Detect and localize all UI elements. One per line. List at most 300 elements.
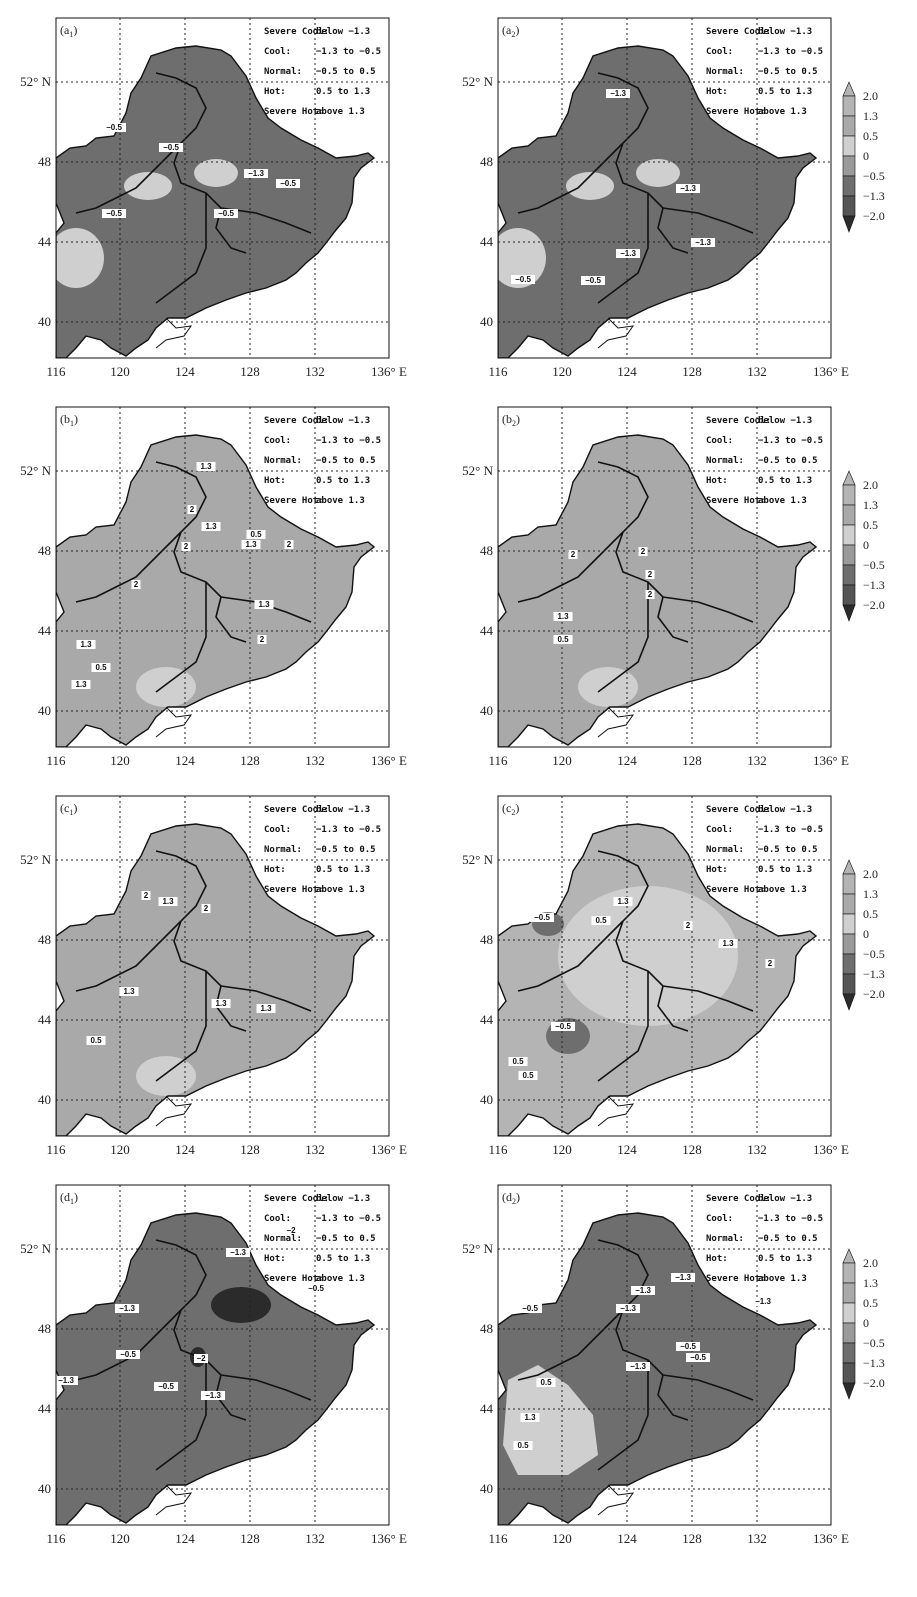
- y-tick-label: 52° N: [20, 74, 51, 89]
- x-tick-label: 128: [240, 1142, 260, 1157]
- colorbar-cap: [843, 860, 855, 874]
- contour-label: −1.3: [630, 1362, 646, 1371]
- colorbar-tick-label: −0.5: [863, 947, 885, 961]
- colorbar-tick-label: −0.5: [863, 558, 885, 572]
- colorbar-tick-label: −0.5: [863, 169, 885, 183]
- x-tick-label: 128: [682, 753, 702, 768]
- x-tick-label: 136° E: [813, 1142, 849, 1157]
- x-tick-label: 120: [110, 1531, 130, 1546]
- legend-category: Cool:: [706, 47, 734, 57]
- contour-label: −0.5: [163, 143, 179, 152]
- colorbar-tick-label: 0.5: [863, 1296, 878, 1310]
- contour-label: −1.3: [58, 1376, 74, 1385]
- y-tick-label: 52° N: [462, 463, 493, 478]
- colorbar-segment: [843, 934, 855, 954]
- panel-label-close: ): [515, 801, 520, 815]
- panel-label-close: ): [73, 801, 78, 815]
- legend-range: below −1.3: [316, 805, 371, 815]
- legend-category: Hot:: [264, 1254, 286, 1264]
- contour-label: 1.3: [722, 939, 734, 948]
- colorbar-tick-label: −1.3: [863, 967, 885, 981]
- x-tick-label: 128: [682, 1531, 702, 1546]
- contour-label: 1.3: [205, 522, 217, 531]
- colorbar-segment: [843, 196, 855, 216]
- colorbar-segment: [843, 585, 855, 605]
- contour-label: −1.3: [675, 1273, 691, 1282]
- contour-label: 2: [189, 505, 195, 514]
- contour-label: 0.5: [512, 1057, 524, 1066]
- y-tick-label: 48: [38, 543, 51, 558]
- colorbar-tick-label: 1.3: [863, 1276, 878, 1290]
- contour-label: −1.3: [620, 249, 636, 258]
- legend-range: −1.3 to −0.5: [758, 47, 824, 57]
- x-tick-label: 124: [175, 1142, 195, 1157]
- legend-range: −1.3 to −0.5: [316, 825, 382, 835]
- x-tick-label: 120: [552, 1142, 572, 1157]
- colorbar-segment: [843, 1363, 855, 1383]
- y-tick-label: 48: [480, 154, 493, 169]
- legend-category: Severe Hot:: [706, 496, 766, 506]
- contour-label: −2: [286, 1226, 296, 1235]
- map-panel: [20, 1185, 407, 1546]
- contour-label: 2: [286, 540, 292, 549]
- x-tick-label: 124: [617, 364, 637, 379]
- contour-label: 2: [183, 542, 189, 551]
- contour-label: −0.5: [690, 1353, 706, 1362]
- legend-range: 0.5 to 1.3: [316, 865, 371, 875]
- legend-category: Severe Hot:: [264, 885, 324, 895]
- y-tick-label: 44: [480, 234, 493, 249]
- x-tick-label: 132: [747, 753, 767, 768]
- colorbar-tick-label: 1.3: [863, 887, 878, 901]
- contour-label: 1.3: [557, 612, 569, 621]
- legend-category: Severe Cool:: [264, 416, 330, 426]
- legend-range: 0.5 to 1.3: [316, 87, 371, 97]
- panel-label-subscript: 1: [69, 808, 74, 817]
- normal-patch: [136, 667, 196, 707]
- y-tick-label: 40: [38, 703, 51, 718]
- panel-label-close: ): [516, 1190, 520, 1204]
- colorbar-tick-label: −1.3: [863, 1356, 885, 1370]
- legend-category: Cool:: [706, 436, 734, 446]
- x-tick-label: 132: [747, 364, 767, 379]
- legend-category: Normal:: [264, 456, 302, 466]
- colorbar-tick-label: 0.5: [863, 907, 878, 921]
- colorbar: [843, 1249, 885, 1399]
- legend-range: below −1.3: [316, 1194, 371, 1204]
- legend-category: Normal:: [706, 845, 744, 855]
- legend-category: Severe Cool:: [706, 416, 772, 426]
- legend-category: Hot:: [264, 476, 286, 486]
- x-tick-label: 136° E: [371, 364, 407, 379]
- x-tick-label: 116: [46, 364, 66, 379]
- legend-range: 0.5 to 1.3: [316, 476, 371, 486]
- contour-label: 1.3: [245, 540, 257, 549]
- y-tick-label: 52° N: [20, 1241, 51, 1256]
- colorbar-cap: [843, 605, 855, 621]
- contour-label: 1.3: [123, 987, 135, 996]
- contour-label: 2: [133, 580, 139, 589]
- colorbar-tick-label: 0: [863, 1316, 869, 1330]
- x-tick-label: 132: [305, 753, 325, 768]
- colorbar-segment: [843, 1303, 855, 1323]
- y-tick-label: 40: [38, 314, 51, 329]
- contour-label: 2: [647, 570, 653, 579]
- legend-category: Severe Hot:: [264, 1274, 324, 1284]
- severe-patch: [211, 1287, 271, 1323]
- contour-label: 1.3: [258, 600, 270, 609]
- colorbar-tick-label: −2.0: [863, 987, 885, 1001]
- y-tick-label: 48: [38, 932, 51, 947]
- contour-label: 2: [259, 635, 265, 644]
- y-tick-label: 48: [480, 1321, 493, 1336]
- legend-range: −0.5 to 0.5: [758, 845, 818, 855]
- contour-label: −1.3: [695, 238, 711, 247]
- legend-range: −0.5 to 0.5: [758, 1234, 818, 1244]
- map-panel: [20, 18, 407, 379]
- legend-range: below −1.3: [758, 805, 813, 815]
- colorbar-segment: [843, 505, 855, 525]
- colorbar-segment: [843, 874, 855, 894]
- y-tick-label: 52° N: [20, 852, 51, 867]
- colorbar-segment: [843, 1283, 855, 1303]
- x-tick-label: 124: [617, 753, 637, 768]
- panel-label: $(c_1)$: [60, 801, 78, 817]
- legend-range: −0.5 to 0.5: [316, 1234, 376, 1244]
- colorbar-tick-label: 2.0: [863, 478, 878, 492]
- contour-label: −2: [196, 1354, 206, 1363]
- colorbar-cap: [843, 1383, 855, 1399]
- y-tick-label: 48: [38, 1321, 51, 1336]
- legend-category: Cool:: [264, 825, 292, 835]
- x-tick-label: 120: [110, 1142, 130, 1157]
- legend-category: Severe Hot:: [706, 885, 766, 895]
- legend-category: Normal:: [264, 845, 302, 855]
- legend-range: below −1.3: [758, 1194, 813, 1204]
- contour-label: −0.5: [280, 179, 296, 188]
- colorbar-segment: [843, 116, 855, 136]
- x-tick-label: 132: [305, 364, 325, 379]
- legend-range: −0.5 to 0.5: [758, 67, 818, 77]
- colorbar-tick-label: 1.3: [863, 109, 878, 123]
- contour-label: 2: [685, 921, 691, 930]
- x-tick-label: 132: [305, 1142, 325, 1157]
- contour-label: 2: [143, 891, 149, 900]
- contour-label: −0.5: [120, 1350, 136, 1359]
- legend-range: above 1.3: [758, 1274, 807, 1284]
- y-tick-label: 44: [38, 1401, 51, 1416]
- y-tick-label: 40: [480, 1092, 493, 1107]
- colorbar-tick-label: 0.5: [863, 129, 878, 143]
- y-tick-label: 44: [480, 1401, 493, 1416]
- colorbar-cap: [843, 994, 855, 1010]
- y-tick-label: 40: [38, 1092, 51, 1107]
- x-tick-label: 116: [46, 753, 66, 768]
- x-tick-label: 124: [617, 1531, 637, 1546]
- colorbar: [843, 82, 885, 232]
- colorbar-segment: [843, 1323, 855, 1343]
- panel-label-subscript: 2: [511, 30, 516, 39]
- x-tick-label: 116: [488, 364, 508, 379]
- legend-range: below −1.3: [758, 27, 813, 37]
- legend-range: −1.3 to −0.5: [316, 47, 382, 57]
- legend-category: Cool:: [264, 436, 292, 446]
- contour-label: −1.3: [680, 184, 696, 193]
- contour-label: −0.5: [555, 1022, 571, 1031]
- x-tick-label: 116: [46, 1531, 66, 1546]
- colorbar-tick-label: 0: [863, 538, 869, 552]
- contour-label: −1.3: [635, 1286, 651, 1295]
- y-tick-label: 44: [38, 1012, 51, 1027]
- contour-label: 1.3: [75, 680, 87, 689]
- legend-category: Cool:: [264, 47, 292, 57]
- panel-label: $(a_1)$: [60, 23, 78, 39]
- legend-category: Severe Cool:: [264, 805, 330, 815]
- contour-label: 2: [767, 959, 773, 968]
- contour-label: 0.5: [90, 1036, 102, 1045]
- contour-label: 1.3: [617, 897, 629, 906]
- legend-range: above 1.3: [758, 107, 807, 117]
- legend-category: Hot:: [706, 87, 728, 97]
- panel-label-subscript: 2: [511, 808, 516, 817]
- x-tick-label: 132: [747, 1142, 767, 1157]
- contour-label: 1.3: [260, 1004, 272, 1013]
- legend-category: Hot:: [264, 865, 286, 875]
- legend-range: −1.3 to −0.5: [316, 1214, 382, 1224]
- colorbar-segment: [843, 1343, 855, 1363]
- contour-label: −0.5: [522, 1304, 538, 1313]
- y-tick-label: 40: [480, 703, 493, 718]
- contour-label: 0.5: [522, 1071, 534, 1080]
- legend-range: −1.3 to −0.5: [758, 1214, 824, 1224]
- colorbar-cap: [843, 471, 855, 485]
- y-tick-label: 40: [38, 1481, 51, 1496]
- legend-category: Normal:: [706, 1234, 744, 1244]
- colorbar-segment: [843, 1263, 855, 1283]
- legend-range: 0.5 to 1.3: [758, 87, 813, 97]
- y-tick-label: 40: [480, 1481, 493, 1496]
- x-tick-label: 128: [682, 364, 702, 379]
- colorbar-tick-label: −2.0: [863, 209, 885, 223]
- legend-range: 0.5 to 1.3: [758, 865, 813, 875]
- legend-category: Cool:: [706, 825, 734, 835]
- legend-category: Severe Hot:: [706, 1274, 766, 1284]
- legend-range: −1.3 to −0.5: [758, 825, 824, 835]
- y-tick-label: 44: [38, 623, 51, 638]
- y-tick-label: 52° N: [462, 1241, 493, 1256]
- x-tick-label: 124: [175, 1531, 195, 1546]
- panel-label-subscript: 2: [512, 1197, 516, 1206]
- legend-category: Hot:: [706, 476, 728, 486]
- colorbar-cap: [843, 216, 855, 232]
- x-tick-label: 124: [175, 753, 195, 768]
- x-tick-label: 124: [617, 1142, 637, 1157]
- x-tick-label: 136° E: [813, 1531, 849, 1546]
- contour-label: −0.5: [680, 1342, 696, 1351]
- legend-range: 0.5 to 1.3: [758, 1254, 813, 1264]
- colorbar-cap: [843, 82, 855, 96]
- x-tick-label: 120: [552, 1531, 572, 1546]
- y-tick-label: 40: [480, 314, 493, 329]
- normal-patch: [578, 667, 638, 707]
- colorbar-segment: [843, 96, 855, 116]
- legend-category: Severe Hot:: [706, 107, 766, 117]
- legend-range: −0.5 to 0.5: [316, 67, 376, 77]
- contour-label: 1.3: [162, 897, 174, 906]
- y-tick-label: 44: [38, 234, 51, 249]
- contour-label: 0.5: [540, 1378, 552, 1387]
- colorbar-tick-label: 2.0: [863, 89, 878, 103]
- contour-label: −0.5: [158, 1382, 174, 1391]
- contour-label: −1.3: [230, 1248, 246, 1257]
- contour-label: −1.3: [620, 1304, 636, 1313]
- contour-label: 1.3: [80, 640, 92, 649]
- panel-label-subscript: 1: [70, 1197, 74, 1206]
- normal-patch: [636, 159, 680, 187]
- legend-range: above 1.3: [758, 496, 807, 506]
- panel-label-subscript: 1: [69, 30, 74, 39]
- contour-label: −0.5: [106, 123, 122, 132]
- legend-category: Severe Cool:: [264, 1194, 330, 1204]
- contour-label: −1.3: [205, 1391, 221, 1400]
- panel-label-close: ): [74, 412, 78, 426]
- legend-range: above 1.3: [316, 885, 365, 895]
- colorbar-tick-label: 0.5: [863, 518, 878, 532]
- colorbar-tick-label: −0.5: [863, 1336, 885, 1350]
- contour-label: 2: [647, 590, 653, 599]
- colorbar-tick-label: −2.0: [863, 1376, 885, 1390]
- legend-category: Hot:: [706, 865, 728, 875]
- legend-category: Normal:: [264, 67, 302, 77]
- panel-label: $(d_2)$: [502, 1190, 520, 1206]
- colorbar-tick-label: 0: [863, 149, 869, 163]
- y-tick-label: 52° N: [462, 74, 493, 89]
- legend-range: −1.3 to −0.5: [316, 436, 382, 446]
- map-panel: [462, 1185, 885, 1546]
- legend-range: above 1.3: [316, 496, 365, 506]
- x-tick-label: 120: [110, 753, 130, 768]
- legend-category: Normal:: [264, 1234, 302, 1244]
- panel-label-close: ): [515, 23, 520, 37]
- x-tick-label: 120: [110, 364, 130, 379]
- colorbar-segment: [843, 525, 855, 545]
- contour-label: 0.5: [250, 530, 262, 539]
- x-tick-label: 136° E: [371, 1142, 407, 1157]
- map-panel: [20, 796, 407, 1157]
- x-tick-label: 132: [747, 1531, 767, 1546]
- contour-label: −0.5: [218, 209, 234, 218]
- x-tick-label: 128: [240, 364, 260, 379]
- contour-label: −0.5: [515, 275, 531, 284]
- map-panel: [462, 796, 885, 1157]
- contour-label: −0.5: [585, 276, 601, 285]
- legend-range: 0.5 to 1.3: [758, 476, 813, 486]
- legend-category: Hot:: [264, 87, 286, 97]
- x-tick-label: 116: [46, 1142, 66, 1157]
- y-tick-label: 52° N: [462, 852, 493, 867]
- contour-label: 1.3: [200, 462, 212, 471]
- contour-label: 2: [203, 904, 209, 913]
- legend-range: −1.3 to −0.5: [758, 436, 824, 446]
- legend-category: Severe Hot:: [264, 107, 324, 117]
- map-panel: [462, 18, 885, 379]
- contour-label: 2: [570, 550, 576, 559]
- contour-label: −0.5: [534, 913, 550, 922]
- legend-range: below −1.3: [316, 416, 371, 426]
- colorbar-tick-label: −1.3: [863, 189, 885, 203]
- colorbar-segment: [843, 894, 855, 914]
- x-tick-label: 128: [240, 753, 260, 768]
- legend-category: Cool:: [706, 1214, 734, 1224]
- panel-label-close: ): [74, 1190, 78, 1204]
- map-panel: [462, 407, 885, 768]
- legend-range: above 1.3: [316, 1274, 365, 1284]
- x-tick-label: 120: [552, 364, 572, 379]
- contour-label: 2: [640, 547, 646, 556]
- contour-label: 0.5: [557, 635, 569, 644]
- colorbar-segment: [843, 914, 855, 934]
- contour-label: 1.3: [524, 1413, 536, 1422]
- colorbar-tick-label: 0: [863, 927, 869, 941]
- x-tick-label: 128: [682, 1142, 702, 1157]
- x-tick-label: 136° E: [371, 753, 407, 768]
- y-tick-label: 52° N: [20, 463, 51, 478]
- panel-label: $(d_1)$: [60, 1190, 78, 1206]
- colorbar-segment: [843, 176, 855, 196]
- contour-label: −0.5: [106, 209, 122, 218]
- legend-range: below −1.3: [316, 27, 371, 37]
- contour-label: −1.3: [119, 1304, 135, 1313]
- contour-label: 0.5: [595, 916, 607, 925]
- x-tick-label: 136° E: [371, 1531, 407, 1546]
- map-panel: [20, 407, 407, 768]
- y-tick-label: 48: [480, 932, 493, 947]
- y-tick-label: 44: [480, 623, 493, 638]
- x-tick-label: 128: [240, 1531, 260, 1546]
- y-tick-label: 44: [480, 1012, 493, 1027]
- colorbar: [843, 860, 885, 1010]
- contour-label: −1.3: [248, 169, 264, 178]
- y-tick-label: 48: [480, 543, 493, 558]
- legend-range: above 1.3: [758, 885, 807, 895]
- contour-label: −1.3: [610, 89, 626, 98]
- colorbar-cap: [843, 1249, 855, 1263]
- x-tick-label: 136° E: [813, 364, 849, 379]
- panel-label-close: ): [73, 23, 78, 37]
- legend-category: Hot:: [706, 1254, 728, 1264]
- panel-label-close: ): [516, 412, 520, 426]
- legend-category: Cool:: [264, 1214, 292, 1224]
- colorbar-segment: [843, 565, 855, 585]
- colorbar-segment: [843, 954, 855, 974]
- colorbar-tick-label: 2.0: [863, 1256, 878, 1270]
- legend-range: above 1.3: [316, 107, 365, 117]
- normal-patch: [194, 159, 238, 187]
- panel-label: $(a_2)$: [502, 23, 520, 39]
- x-tick-label: 116: [488, 753, 508, 768]
- contour-label: −1.3: [755, 1297, 771, 1306]
- x-tick-label: 132: [305, 1531, 325, 1546]
- panel-label-subscript: 2: [512, 419, 516, 428]
- legend-range: −0.5 to 0.5: [316, 456, 376, 466]
- colorbar: [843, 471, 885, 621]
- panel-label-subscript: 1: [70, 419, 74, 428]
- x-tick-label: 136° E: [813, 753, 849, 768]
- colorbar-tick-label: 1.3: [863, 498, 878, 512]
- colorbar-segment: [843, 974, 855, 994]
- legend-category: Normal:: [706, 67, 744, 77]
- contour-label: 0.5: [95, 663, 107, 672]
